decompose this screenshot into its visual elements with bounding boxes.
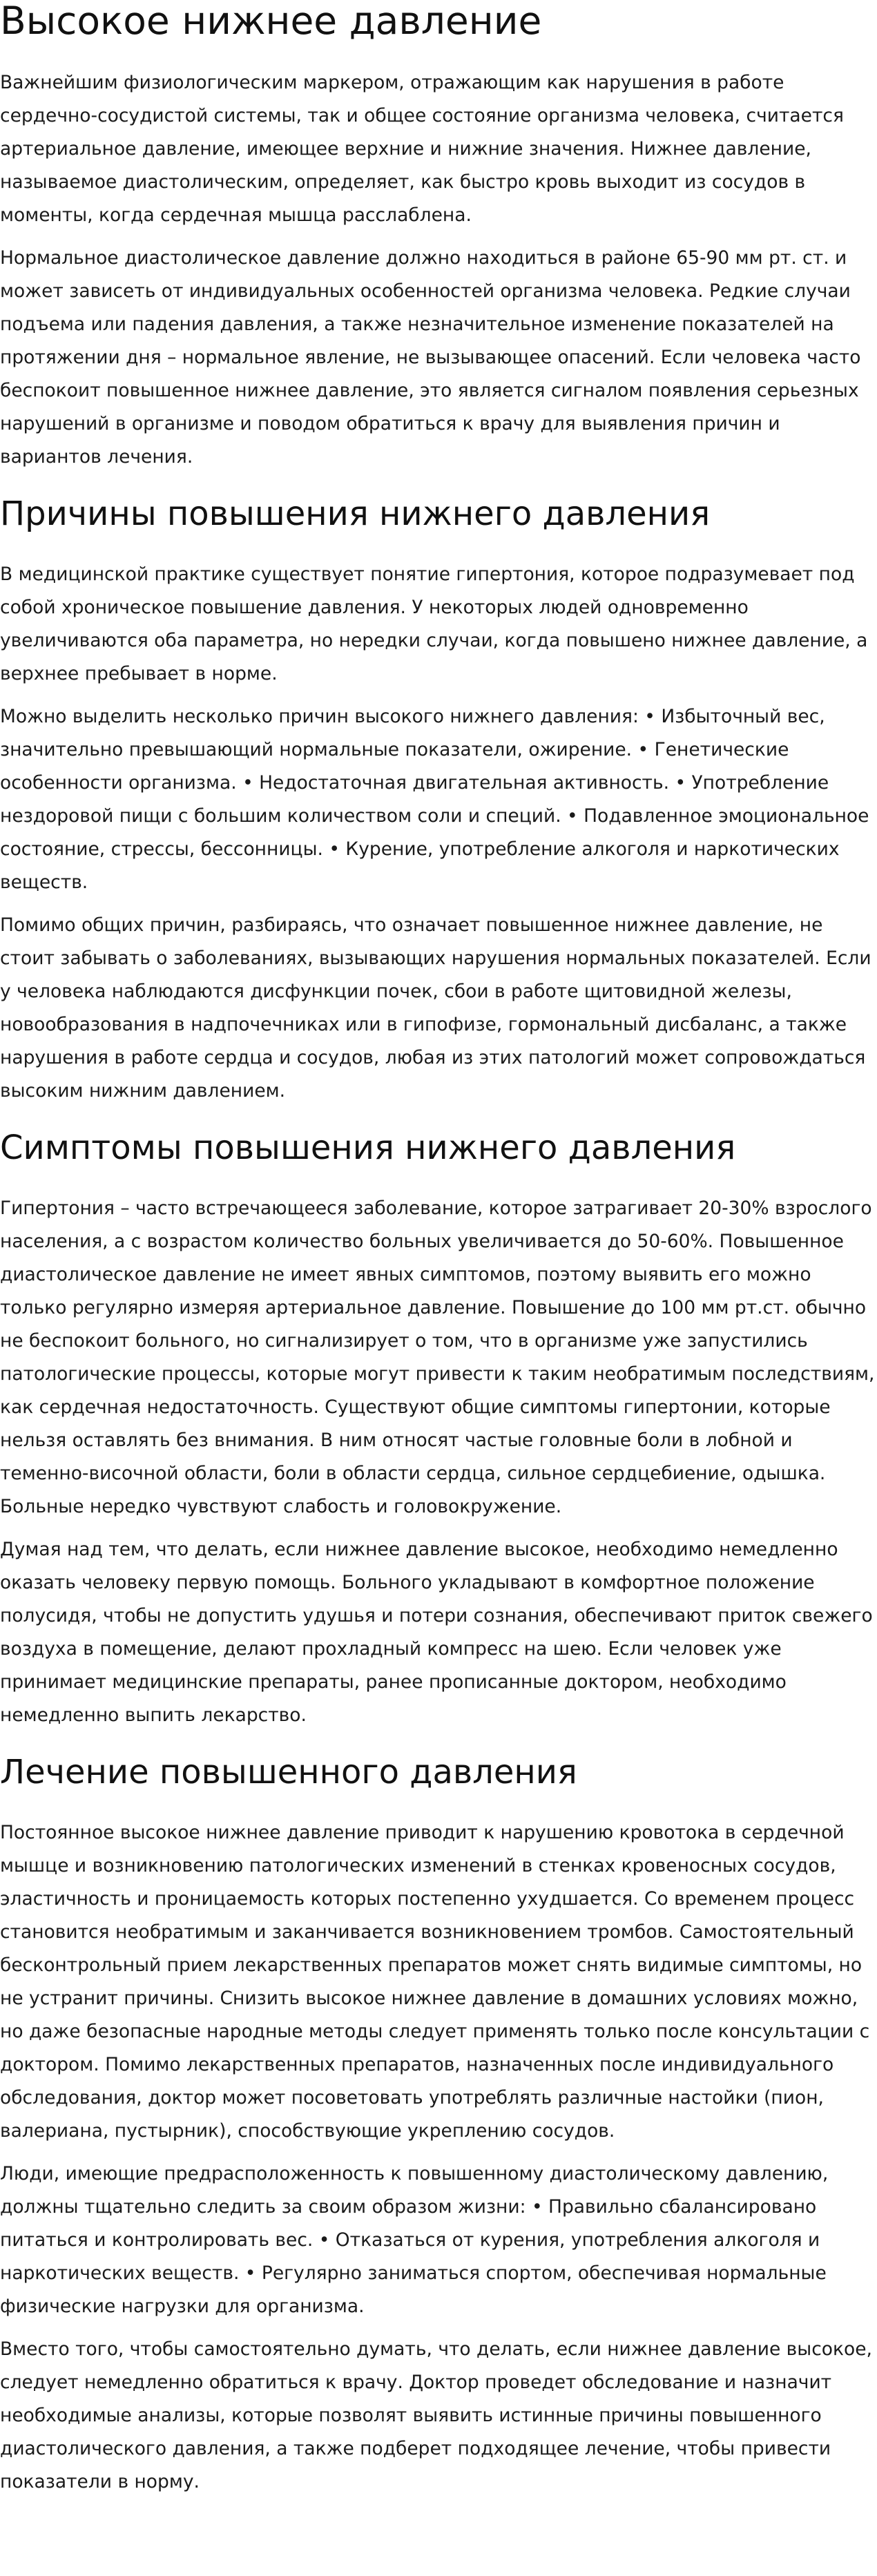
section-symptoms	[0, 1127, 877, 1732]
section-paragraph: Гипертония – часто встречающееся заболевание, которое затрагивает 20-30% взрослого населения, а с возрастом количество больных увеличивается до 50-60%. Повышенное диастолическое давление не имеет явных симптомов, поэтому выявить его можно только регулярно измеряя артериальное давление. Повышение до 100 мм рт.ст. обычно не беспокоит больного, но сигнализирует о том, что в организме уже запустились патологические процессы, которые могут привести к таким необратимым последствиям, как сердечная недостаточность. Существуют общие симптомы гипертонии, которые нельзя оставлять без внимания. В ним относят частые головные боли в лобной и теменно-височной области, боли в области сердца, сильное сердцебиение, одышка. Больные нередко чувствуют слабость и головокружение.	[0, 1198, 875, 1517]
section-paragraph: Думая над тем, что делать, если нижнее давление высокое, необходимо немедленно оказать человеку первую помощь. Больного укладывают в комфортное положение полусидя, чтобы не допустить удушья и потери сознания, обеспечивают приток свежего воздуха в помещение, делают прохладный компресс на шею. Если человек уже принимает медицинские препараты, ранее прописанные доктором, необходимо немедленно выпить лекарство.	[0, 1539, 873, 1726]
intro-paragraph: Нормальное диастолическое давление должно находиться в районе 65-90 мм рт. ст. и может зависеть от индивидуальных особенностей организма человека. Редкие случаи подъема или падения давления, а также незначительное изменение показателей на протяжении дня – нормальное явление, не вызывающее опасений. Если человека часто беспокоит повышенное нижнее давление, это является сигналом появления серьезных нарушений в организме и поводом обратиться к врачу для выявления причин и вариантов лечения.	[0, 247, 861, 468]
section-causes	[0, 493, 877, 1108]
section-heading: Причины повышения нижнего давления	[0, 494, 711, 533]
page-title: Высокое нижнее давление	[0, 0, 542, 43]
intro-paragraph: Важнейшим физиологическим маркером, отражающим как нарушения в работе сердечно-сосудистой системы, так и общее состояние организма человека, считается артериальное давление, имеющее верхние и нижние значения. Нижнее давление, называемое диастолическим, определяет, как быстро кровь выходит из сосудов в моменты, когда сердечная мышца расслаблена.	[0, 72, 844, 226]
section-paragraph: Люди, имеющие предрасположенность к повышенному диастолическому давлению, должны тщательно следить за своим образом жизни: • Правильно сбалансировано питаться и контролировать вес. • Отказаться от курения, употребления алкоголя и наркотических веществ. • Регулярно заниматься спортом, обеспечивая нормальные физические нагрузки для организма.	[0, 2163, 829, 2317]
section-paragraph: В медицинской практике существует понятие гипертония, которое подразумевает под собой хроническое повышение давления. У некоторых людей одновременно увеличиваются оба параметра, но нередки случаи, когда повышено нижнее давление, а верхнее пребывает в норме.	[0, 564, 868, 684]
section-paragraph: Постоянное высокое нижнее давление приводит к нарушению кровотока в сердечной мышце и возникновению патологических изменений в стенках кровеносных сосудов, эластичность и проницаемость которых постепенно ухудшается. Со временем процесс становится необратимым и заканчивается возникновением тромбов. Самостоятельный бесконтрольный прием лекарственных препаратов может снять видимые симптомы, но не устранит причины. Снизить высокое нижнее давление в домашних условиях можно, но даже безопасные народные методы следует применять только после консультации с доктором. Помимо лекарственных препаратов, назначенных после индивидуального обследования, доктор может посоветовать употреблять различные настойки (пион, валериана, пустырник), способствующие укреплению сосудов.	[0, 1822, 870, 2142]
section-paragraph: Вместо того, чтобы самостоятельно думать, что делать, если нижнее давление высокое, следует немедленно обратиться к врачу. Доктор проведет обследование и назначит необходимые анализы, которые позволят выявить истинные причины повышенного диастолического давления, а также подберет подходящее лечение, чтобы привести показатели в норму.	[0, 2338, 872, 2492]
section-heading: Лечение повышенного давления	[0, 1753, 577, 1791]
section-paragraph: Помимо общих причин, разбираясь, что означает повышенное нижнее давление, не стоит забывать о заболеваниях, вызывающих нарушения нормальных показателей. Если у человека наблюдаются дисфункции почек, сбои в работе щитовидной железы, новообразования в надпочечниках или в гипофизе, гормональный дисбаланс, а также нарушения в работе сердца и сосудов, любая из этих патологий может сопровождаться высоким нижним давлением.	[0, 914, 871, 1102]
section-heading: Симптомы повышения нижнего давления	[0, 1128, 736, 1167]
section-treatment	[0, 1751, 877, 2499]
section-paragraph: Можно выделить несколько причин высокого нижнего давления: • Избыточный вес, значительно превышающий нормальные показатели, ожирение. • Генетические особенности организма. • Недостаточная двигательная активность. • Употребление нездоровой пищи с большим количеством соли и специй. • Подавленное эмоциональное состояние, стрессы, бессонницы. • Курение, употребление алкоголя и наркотических веществ.	[0, 706, 869, 893]
